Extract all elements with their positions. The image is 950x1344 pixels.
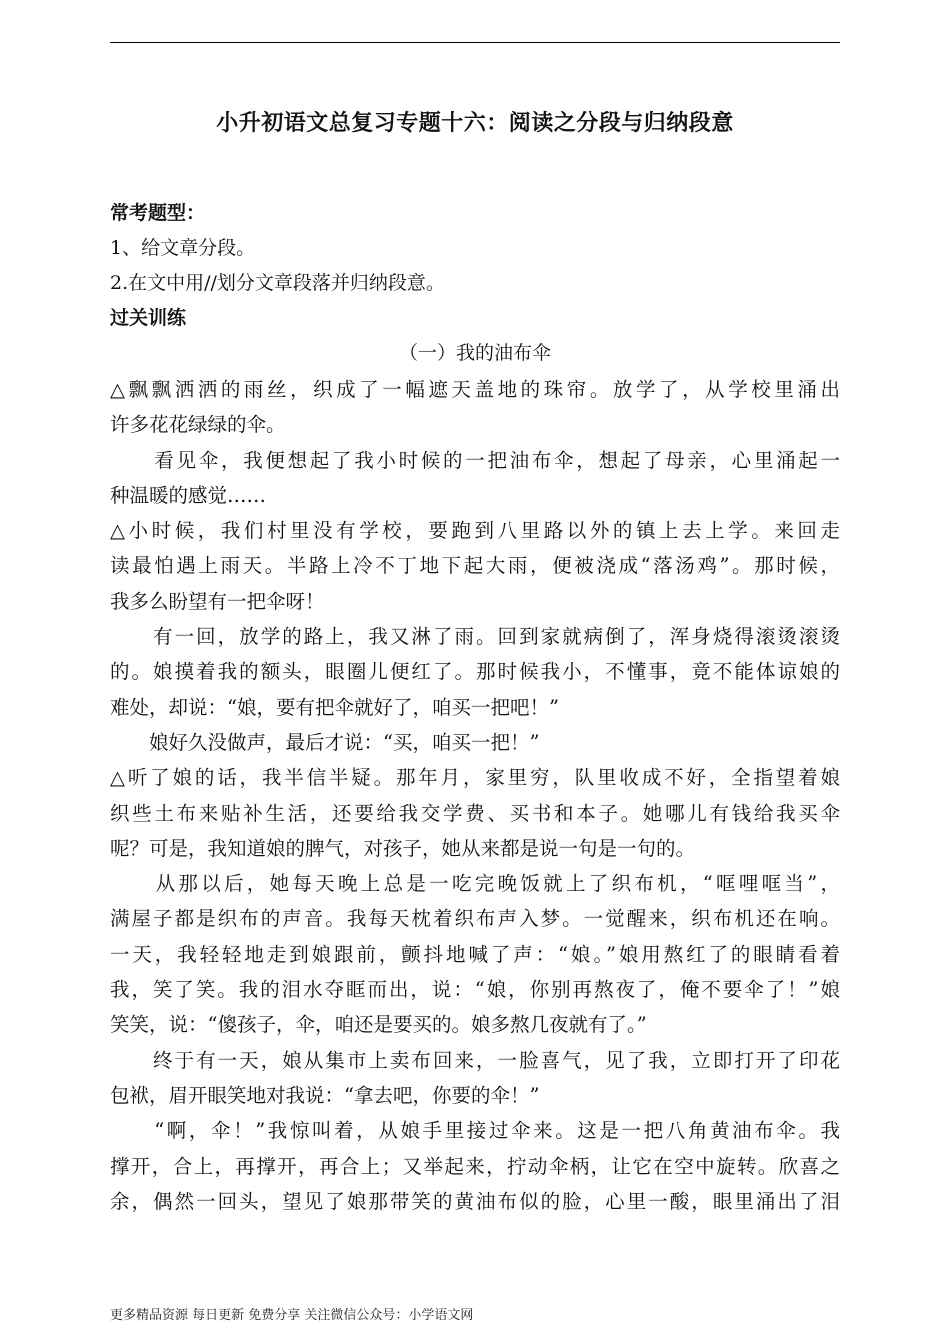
passage-line: 包袱，眉开眼笑地对我说：“拿去吧，你要的伞！” [110, 1083, 540, 1107]
passage-line: 种温暖的感觉…… [110, 483, 267, 507]
header-rule [110, 42, 840, 43]
passage-line: 终于有一天，娘从集市上卖布回来，一脸喜气，见了我，立即打开了印花 [110, 1048, 840, 1072]
passage-line: △飘飘洒洒的雨丝，织成了一幅遮天盖地的珠帘。放学了，从学校里涌出 [110, 378, 840, 401]
passage-line: 难处，却说：“娘，要有把伞就好了，咱买一把吧！” [110, 695, 559, 719]
passage-line: 织些土布来贴补生活，还要给我交学费、买书和本子。她哪儿有钱给我买伞 [110, 801, 840, 825]
passage-line: 呢？可是，我知道娘的脾气，对孩子，她从来都是说一句是一句的。 [110, 836, 696, 860]
passage-line: 从那以后，她每天晚上总是一吃完晚饭就上了织布机，“哐哩哐当”， [110, 872, 840, 896]
passage-line: 有一回，放学的路上，我又淋了雨。回到家就病倒了，浑身烧得滚烫滚烫 [110, 625, 840, 649]
passage-line: 读最怕遇上雨天。半路上冷不丁地下起大雨，便被浇成“落汤鸡”。那时候， [110, 554, 840, 578]
passage-line: 许多花花绿绿的伞。 [110, 413, 286, 437]
passage-line: “啊，伞！”我惊叫着，从娘手里接过伞来。这是一把八角黄油布伞。我 [110, 1119, 840, 1143]
passage-line: 笑笑，说：“傻孩子，伞，咱还是要买的。娘多熬几夜就有了。” [110, 1013, 647, 1037]
passage-title: （一）我的油布伞 [398, 342, 551, 364]
passage-line: 撑开，合上，再撑开，再合上；又举起来，拧动伞柄，让它在空中旋转。欣喜之 [110, 1154, 840, 1178]
passage-line: 的。娘摸着我的额头，眼圈儿便红了。那时候我小，不懂事，竟不能体谅娘的 [110, 660, 840, 684]
passage-line: 余，偶然一回头，望见了娘那带笑的黄油布似的脸，心里一酸，眼里涌出了泪 [110, 1189, 840, 1213]
question-type-item: 2.在文中用//划分文章段落并归纳段意。 [110, 272, 445, 294]
question-types-heading: 常考题型： [110, 202, 206, 224]
passage-line: 娘好久没做声，最后才说：“买，咱买一把！” [110, 730, 540, 754]
passage-line: △听了娘的话，我半信半疑。那年月，家里穷，队里收成不好，全指望着娘 [110, 766, 840, 790]
passage-line: 满屋子都是织布的声音。我每天枕着织布声入梦。一觉醒来，织布机还在响。 [110, 907, 840, 931]
passage-line: △小时候，我们村里没有学校，要跑到八里路以外的镇上去上学。来回走 [110, 519, 840, 543]
question-type-item: 1、给文章分段。 [110, 237, 256, 259]
passage-line: 一天，我轻轻地走到娘跟前，颤抖地喊了声：“娘。”娘用熬红了的眼睛看着 [110, 942, 840, 966]
training-heading: 过关训练 [110, 307, 187, 329]
passage-line: 看见伞，我便想起了我小时候的一把油布伞，想起了母亲，心里涌起一 [110, 448, 840, 472]
passage-text [110, 372, 840, 1219]
document-body [110, 196, 840, 1219]
document-title: 小升初语文总复习专题十六：阅读之分段与归纳段意 [216, 111, 734, 136]
footer-note: 更多精品资源 每日更新 免费分享 关注微信公众号：小学语文网 [110, 1308, 474, 1323]
passage-line: 我多么盼望有一把伞呀！ [110, 589, 325, 613]
passage-line: 我，笑了笑。我的泪水夺眶而出，说：“娘，你别再熬夜了，俺不要伞了！”娘 [110, 978, 840, 1002]
